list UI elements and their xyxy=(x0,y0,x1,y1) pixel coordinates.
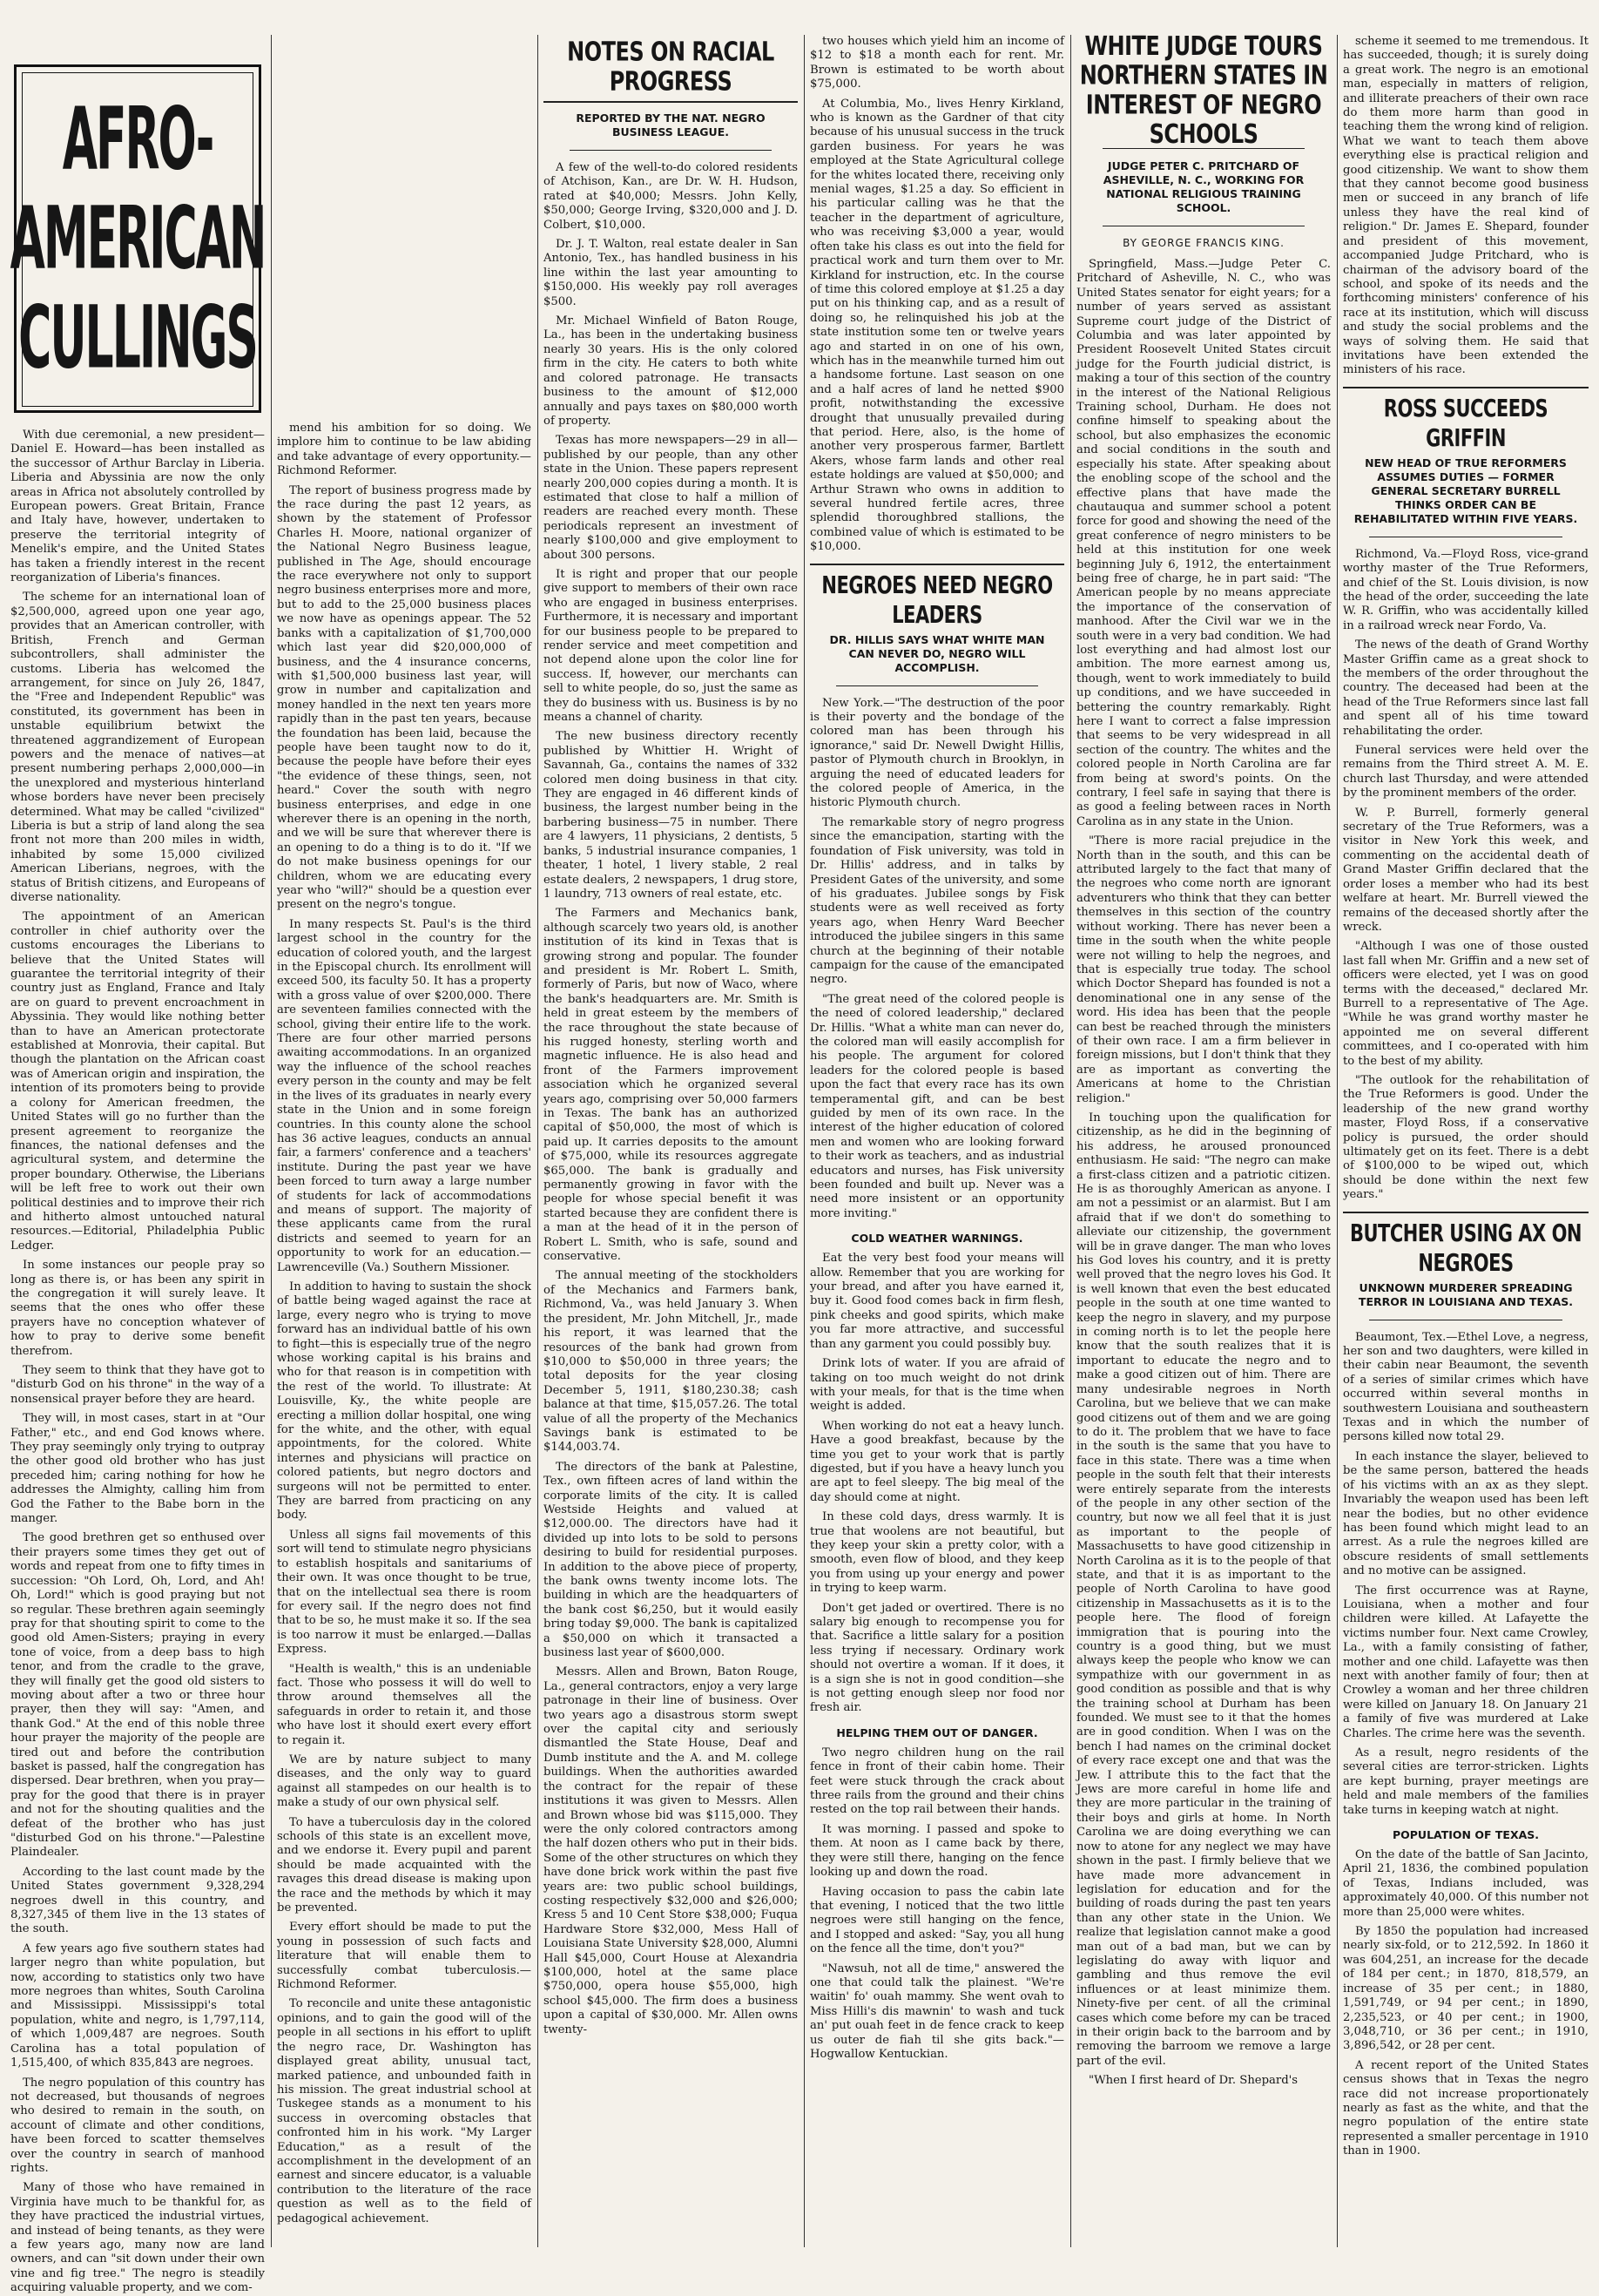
article-paragraph: Two negro children hung on the rail fence in front of their cabin home. Their feet were stuck through the crack about three rails from the ground and their chins rested on the top rail between their hands. xyxy=(810,1746,1064,1817)
article-paragraph: "Health is wealth," this is an undeniable fact. Those who possess it will do well to throw around themselves all the safeguards in order to retain it, and those who have lost it should exert every effort to regain it. xyxy=(277,1662,531,1747)
column-4-top xyxy=(810,35,1064,555)
article-paragraph: Eat the very best food your means will allow. Remember that you are working for your bread, and after you have earned it, buy it. Good food comes back in firm flesh, pink cheeks and good spirits, which make you far more attractive, and successful than any garment you could possibly buy. xyxy=(810,1252,1064,1351)
article-paragraph: The negro population of this country has not decreased, but thousands of negroes who desired to remain in the south, on account of climate and other conditions, have been forced to scatter themselves over the country in search of manhood rights. xyxy=(10,2076,265,2175)
article-paragraph: The annual meeting of the stockholders of the Mechanics and Farmers bank, Richmond, Va., was held January 3. When the president, Mr. John Mitchell, Jr., made his report, it was learned that the resources of the bank had grown from $10,000 to $50,000 in three years; the total deposits for the year closing December 5, 1911, $180,230.38; cash balance at that time, $15,057.26. The total value of all the property of the Mechanics Savings bank is estimated to be $144,003.74. xyxy=(543,1269,798,1455)
headline-white-judge: WHITE JUDGE TOURS NORTHERN STATES IN INTEREST OF NEGRO SCHOOLS xyxy=(1079,30,1328,150)
article-paragraph: The good brethren get so enthused over their prayers some times they get out of words and repeat from one to fifty times in succession: "Oh Lord, Oh, Lord, and Ah! Oh, Lord!" which is good praying but not so regular. These brethren again seemingly pray for that shouting spirit to come to the good old Amen-Sisters; praying in every tone of voice, from a deep bass to high tenor, and from the cradle to the grave, they will finally get the good old sisters to moving about after a two or three hour prayer, then they will say: "Amen, and thank God." At the end of this noble three hour prayer the majority of the people are tired out and before the contribution basket is passed, half the congregation has dispersed. Dear brethren, when you pray—pray for the good that there is in prayer and not for the shouting qualities and the defeat of the brother who has just "disturbed God on his throne."—Palestine Plaindealer. xyxy=(10,1531,265,1860)
article-paragraph: It was morning. I passed and spoke to them. At noon as I came back by there, they were still there, hanging on the fence looking up and down the road. xyxy=(810,1822,1064,1880)
column-1 xyxy=(10,35,266,2295)
masthead-box xyxy=(10,64,266,413)
article-paragraph: A few years ago five southern states had larger negro than white population, but now, according to statistics only two have more negroes than whites, South Carolina and Mississippi. Mississippi's total population, white and negro, is 1,797,114, of which 1,009,487 are negroes. South Carolina has a total population of 1,515,400, of which 835,843 are negroes. xyxy=(10,1941,265,2070)
article-paragraph: In addition to having to sustain the shock of battle being waged against the race at large, every negro who is trying to move forward has an individual battle of his own to fight—this is especially true of the negro whose working capital is his brains and who for that reason is in competition with the rest of the world. To illustrate: At Louisville, Ky., the white people are erecting a million dollar hospital, one wing for the white, and the other, with equal appointments, for the colored. White internes and physicians will practice on colored patients, but negro doctors and surgeons will not be permitted to enter. They are barred from practicing on any body. xyxy=(277,1280,531,1523)
article-paragraph: Unless all signs fail movements of this sort will tend to stimulate negro physicians to establish hospitals and sanitariums of their own. It was once thought to be true, that on the intellectual sea there is room for every sail. If the negro does not find that to be so, he must make it so. If the sea is too narrow it must be enlarged.—Dallas Express. xyxy=(277,1528,531,1657)
subhead-cold-weather: COLD WEATHER WARNINGS. xyxy=(851,1232,1023,1246)
article-paragraph: The news of the death of Grand Worthy Master Griffin came as a great shock to the members of the order throughout the country. The deceased had been at the head of the True Reformers since last fall and spent all of his time toward rehabilitating the order. xyxy=(1343,638,1589,738)
article-paragraph: Mr. Michael Winfield of Baton Rouge, La., has been in the undertaking business nearly 30 years. His is the only colored firm in the city. He caters to both white and colored patronage. He transacts business to the amount of $12,000 annually and pays taxes on $80,000 worth of property. xyxy=(543,314,798,428)
column-3 xyxy=(543,35,798,2247)
column-3-body xyxy=(543,161,798,2037)
column-rule xyxy=(1337,35,1338,2247)
deck-negro-leaders: DR. HILLIS SAYS WHAT WHITE MAN CAN NEVER DO, NEGRO WILL ACCOMPLISH. xyxy=(829,632,1045,674)
article-paragraph: According to the last count made by the United States government 9,328,294 negroes dwell in this country, and 8,327,345 of them live in the 13 states of the south. xyxy=(10,1865,265,1936)
article-paragraph: To reconcile and unite these antagonistic opinions, and to gain the good will of the people in all sections in his effort to uplift the negro race, Dr. Washington has displayed great ability, unusual tact, marked patience, and unbounded faith in his mission. The great industrial school at Tuskegee stands as a monument to his success in overcoming obstacles that confronted him in his work. "My Larger Education," as a result of the accomplishment in the development of an earnest and sincere educator, is a valuable contribution to the literature of the race question as well as to the field of pedagogical achievement. xyxy=(277,1997,531,2225)
article-paragraph: They will, in most cases, start in at "Our Father," etc., and end God knows where. They pray seemingly only trying to outpray the other good old brother who has just preceded him; caring nothing for how he addresses the Almighty, calling him from God the Father to the Babe born in the manger. xyxy=(10,1412,265,1526)
article-paragraph: The appointment of an American controller in chief authority over the customs encourages the Liberians to believe that the United States will guarantee the territorial integrity of their country just as England, France and Italy are on guard to prevent encroachment in Abyssinia. They would like nothing better than to have an American protectorate established at Monrovia, their capital. But though the plantation on the African coast was of American origin and inspiration, the intention of its promoters being to provide a colony for American freedmen, the United States will go no further than the present agreement to reorganize the finances, the national defenses and the agricultural system, and determine the proper boundary. Otherwise, the Liberians will be left free to work out their own political destinies and to improve their rich and hitherto almost untouched natural resources.—Editorial, Philadelphia Public Ledger. xyxy=(10,910,265,1253)
subhead-helping-them: HELPING THEM OUT OF DANGER. xyxy=(836,1725,1038,1739)
article-paragraph: scheme it seemed to me tremendous. It has succeeded, though; it is surely doing a great work. The negro is an emotional man, especially in matters of religion, and illiterate preachers of their own race do them more harm than good in teaching them the wrong kind of religion. What we want to teach them above everything else is practical religion and good citizenship. We want to show them that they cannot become good business men or succeed in any branch of life unless they have the real kind of religion." Dr. James E. Shepard, founder and president of this movement, accompanied Judge Pritchard, who is chairman of the advisory board of the school, and spoke of its needs and the forthcoming ministers' conference of his race at its institution, which will discuss and study the social problems and the ways of solving them. He said that invitations have been extended the ministers of his race. xyxy=(1343,35,1589,377)
article-paragraph: In many respects St. Paul's is the third largest school in the country for the education of colored youth, and the largest in the Episcopal church. Its enrollment will exceed 500, its faculty 50. It has a property with a gross value of over $200,000. There are seventeen families connected with the school, giving their entire life to the work. There are four other married persons awaiting accommodations. In an organized way the influence of the school reaches every person in the county and may be felt in the lives of its graduates in nearly every state in the Union and in some foreign countries. In this county alone the school has 36 active leagues, conducts an annual fair, a farmers' conference and a teachers' institute. During the past year we have been forced to turn away a large number of students for lack of accommodations and means of support. The majority of these applicants came from the rural districts and seemed to yearn for an opportunity to work for an education.—Lawrenceville (Va.) Southern Missioner. xyxy=(277,917,531,1274)
article-paragraph: "Although I was one of those ousted last fall when Mr. Griffin and a new set of officers were elected, yet I was on good terms with the deceased," declared Mr. Burrell to a representative of The Age. "While he was grand worthy master he appointed me on several different committees, and I co-operated with him to the best of my ability. xyxy=(1343,940,1589,1068)
headline-racial-progress: NOTES ON RACIAL PROGRESS xyxy=(567,37,774,97)
article-paragraph: Springfield, Mass.—Judge Peter C. Pritchard of Asheville, N. C., who was United States senator for eight years; for a number of years served as assistant Supreme court judge of the District of Columbia and was later appointed by President Roosevelt United States circuit judge for the Fourth judicial district, is making a tour of this section of the country in the interest of the National Religious Training school, Durham. He does not confine himself to speaking about the school, but also emphasizes the economic and social conditions in the south and especially his state. After speaking about the enobling scope of the school and the effective plans that have made the chautauqua and summer school a potent force for good and showing the need of the great conference of negro ministers to be held at this institution for one week beginning July 6, 1912, the entertainment being free of charge, he in part said: "The American people by no means appreciate the importance of the conservation of manhood. After the Civil war we in the south were in a very bad condition. We had lost everything and had almost lost our ambition. The more earnest among us, though, went to work immediately to build up conditions, and we have succeeded in bettering the country remarkably. Right here I want to correct a false impression that seems to be very widespread in all section of the country. The whites and the colored people in North Carolina are far from being at sword's points. On the contrary, I feel safe in saying that there is as good a feeling between races in North Carolina as in any state in the Union. xyxy=(1076,258,1331,828)
article-paragraph: In these cold days, dress warmly. It is true that woolens are not beautiful, but they keep your skin a pretty color, with a smooth, even flow of blood, and they keep you from using up your energy and power in trying to keep warm. xyxy=(810,1510,1064,1596)
article-paragraph: "The great need of the colored people is the need of colored leadership," declared Dr. Hillis. "What a white man can never do, the colored man will easily accomplish for his people. The argument for colored leaders for the colored people is based upon the fact that every race has its own temperamental gift, and can be best guided by men of its own race. In the interest of the higher education of colored men and women who are looking forward to their work as teachers, and as industrial educators and nurses, has Fisk university been founded and built up. Never was a need more insistent or an opportunity more inviting." xyxy=(810,992,1064,1220)
byline: BY GEORGE FRANCIS KING. xyxy=(1123,237,1285,249)
article-paragraph: Drink lots of water. If you are afraid of taking on too much weight do not drink with your meals, for that is the time when weight is added. xyxy=(810,1357,1064,1414)
article-paragraph: "When I first heard of Dr. Shepard's xyxy=(1089,2074,1299,2088)
article-paragraph: "Nawsuh, not all de time," answered the one that could talk the plainest. "We're waitin' fo' ouah mammy. She went ovah to Miss Hilli's dis mawnin' to wash and tuck an' put ouah feet in de fence crack to keep us outer de fiah til she gits back."—Hogwallow Kentuckian. xyxy=(810,1962,1064,2061)
column-6-body-2 xyxy=(1343,1331,1589,1818)
column-rule xyxy=(271,35,272,2247)
column-2 xyxy=(277,35,531,2247)
column-4-body-3 xyxy=(810,1746,1064,2063)
subhead-population-texas: POPULATION OF TEXAS. xyxy=(1392,1828,1540,1842)
deck-butcher-ax: UNKNOWN MURDERER SPREADING TERROR IN LOUISIANA AND TEXAS. xyxy=(1358,1280,1574,1308)
article-paragraph: The directors of the bank at Palestine, Tex., own fifteen acres of land within the corporate limits of the city. It is called Westside Heights and valued at $12,000.00. The directors have had it divided up into lots to be sold to persons desiring to build for residential purposes. In addition to the above piece of property, the bank owns twenty income lots. The building in which are the headquarters of the bank cost $6,250, but it would easily bring today $9,000. The bank is capitalized a $50,000 on which it transacted a business last year of $600,000. xyxy=(543,1460,798,1660)
column-6-body xyxy=(1343,548,1589,1203)
article-paragraph: Richmond, Va.—Floyd Ross, vice-grand worthy master of the True Reformers, and chief of the St. Louis division, is now the head of the order, succeeding the late W. R. Griffin, who was accidentally killed in a railroad wreck near Fordo, Va. xyxy=(1343,547,1589,632)
article-paragraph: New York.—"The destruction of the poor is their poverty and the bondage of the colored man has been through his ignorance," said Dr. Newell Dwight Hillis, pastor of Plymouth church in Brooklyn, in arguing the need of educated leaders for the colored people of America, in the historic Plymouth church. xyxy=(810,696,1064,810)
article-paragraph: Texas has more newspapers—29 in all—published by our people, than any other state in the Union. These papers represent nearly 200,000 copies during a month. It is estimated that close to half a million of readers are reached every month. These periodicals represent an investment of nearly $100,000 and give employment to about 300 persons. xyxy=(543,434,798,562)
article-paragraph: The new business directory recently published by Whittier H. Wright of Savannah, Ga., contains the names of 332 colored men doing business in that city. They are engaged in 46 different kinds of business, the largest number being in the barbering business—75 in number. There are 4 lawyers, 11 physicians, 2 dentists, 5 banks, 5 industrial insurance companies, 1 theater, 1 hotel, 1 livery stable, 2 real estate dealers, 2 newspapers, 1 drug store, 1 laundry, 713 owners of real estate, etc. xyxy=(543,730,798,901)
article-paragraph: At Columbia, Mo., lives Henry Kirkland, who is known as the Gardner of that city because of his unusual success in the truck garden business. For years he was employed at the State Agricultural college for the whites located there, receiving only menial wages, $1.25 a day. So efficient in his particular calling was he that the teacher in the department of agriculture, who was receiving $3,000 a year, would often take his class es out into the field for practical work and turn them over to Mr. Kirkland for instruction, etc. In the course of time this colored employe at $1.25 a day put on his thinking cap, and as a result of doing so, he relinquished his job at the state institution some ten or twelve years ago and started in on one of his own, which has in the meanwhile turned him out a handsome fortune. Last season on one and a half acres of land he netted $900 profit, notwithstanding the excessive drought that unusually prevailed during that period. Here, also, is the home of another very prosperous farmer, Bartlett Akers, whose farm lands and other real estate holdings are valued at $50,000; and Arthur Strawn who owns in addition to several hundred fertile acres, three splendid thoroughbred stallions, the combined value of which is estimated to be $10,000. xyxy=(810,97,1064,554)
article-paragraph: By 1850 the population had increased nearly six-fold, or to 212,592. In 1860 it was 604,251, an increase for the decade of 184 per cent.; in 1870, 818,579, an increase of 35 per cent.; in 1880, 1,591,749, or 94 per cent.; in 1890, 2,235,523, or 40 per cent.; in 1900, 3,048,710, or 36 per cent.; in 1910, 3,896,542, or 28 per cent. xyxy=(1343,1925,1589,2053)
article-paragraph: mend his ambition for so doing. We implore him to continue to be law abiding and take advantage of every opportunity.—Richmond Reformer. xyxy=(277,422,531,478)
column-5 xyxy=(1076,30,1331,2247)
column-4-body xyxy=(810,697,1064,1222)
article-paragraph: The report of business progress made by the race during the past 12 years, as shown by the statement of Professor Charles H. Moore, national organizer of the National Negro Business league, published in The Age, should encourage the race everywhere not only to support negro business enterprises more and more, but to add to the 25,000 business places we now have as openings appear. The 52 banks with a capitalization of $1,700,000 which last year did $20,000,000 of business, and the 4 insurance concerns, with $1,500,000 business last year, will grow in number and capitalization and money handled in the next ten years more rapidly than in the past ten years, because the foundation has been laid, because the people have been taught now to do it, because the people have before their eyes "the evidence of these things, seen, not heard." Cover the south with negro business enterprises, and edge in one wherever there is an opening in the north, and we will be sure that wherever there is an opening to do a thing is to do it. "If we do not make business openings for our children, whom we are educating every year who "will?" should be a question ever present on the negro's tongue. xyxy=(277,483,531,912)
article-paragraph: On the date of the battle of San Jacinto, April 21, 1836, the combined population of Texas, Indians included, was approximately 40,000. Of this number not more than 25,000 were whites. xyxy=(1343,1848,1589,1919)
column-rule xyxy=(804,35,805,2247)
column-6-top xyxy=(1343,35,1589,378)
article-paragraph: A recent report of the United States census shows that in Texas the negro race did not increase proportionately nearly as fast as the white, and that the negro population of the entire state represented a smaller percentage in 1910 than in 1900. xyxy=(1343,2058,1589,2158)
article-paragraph: W. P. Burrell, formerly general secretary of the True Reformers, was a visitor in New York this week, and commenting on the accidental death of Grand Master Griffin declared that the order loses a member who had its best welfare at heart. Mr. Burrell viewed the remains of the deceased shortly after the wreck. xyxy=(1343,806,1589,934)
article-paragraph: The scheme for an international loan of $2,500,000, agreed upon one year ago, provides that an American controller, with British, French and German subcontrollers, shall administer the customs. Liberia has welcomed the arrangement, for since on July 26, 1847, the "Free and Independent Republic" was constituted, its government has been in unstable equilibrium betwixt the threatened aggrandizement of European powers and the menace of natives—at present numbering perhaps 2,000,000—in the unexplored and mysterious hinterland whose borders have never been precisely determined. What may be called "civilized" Liberia is but a strip of land along the sea front not more than 200 miles in width, inhabited by some 15,000 civilized American Liberians, negroes, with the status of British citizens, and Europeans of diverse nationality. xyxy=(10,591,265,904)
article-paragraph: two houses which yield him an income of $12 to $18 a month each for rent. Mr. Brown is estimated to be worth about $75,000. xyxy=(810,35,1064,91)
article-paragraph: It is right and proper that our people give support to members of their own race who are engaged in business enterprises. Furthermore, it is necessary and important for our business people to be prepared to render service and meet competition and not depend alone upon the color line for success. If, however, our merchants can sell to white people, do so, just the same as they do business with us. Business is by no means a channel of charity. xyxy=(543,567,798,725)
article-paragraph: With due ceremonial, a new president—Daniel E. Howard—has been installed as the successor of Arthur Barclay in Liberia. Liberia and Abyssinia are now the only areas in Africa not absolutely controlled by European powers. Great Britain, France and Italy have, however, undertaken to preserve the territorial integrity of Menelik's empire, and the United States has taken a friendly interest in the recent reorganization of Liberia's finances. xyxy=(10,429,265,585)
headline-butcher-ax: BUTCHER USING AX ON NEGROES xyxy=(1350,1219,1582,1277)
article-paragraph: "The outlook for the rehabilitation of the True Reformers is good. Under the leadership of the new grand worthy master, Floyd Ross, if a conservative policy is pursued, the order should ultimately get on its feet. There is a debt of $100,000 to be wiped out, which should be done within the next few years." xyxy=(1343,1073,1589,1202)
article-paragraph: They seem to think that they have got to "disturb God on his throne" in the way of a nonsensical prayer before they are heard. xyxy=(10,1364,265,1406)
article-paragraph: We are by nature subject to many diseases, and the only way to guard against all stampedes on our health is to make a study of our own physical self. xyxy=(277,1752,531,1810)
article-paragraph: When working do not eat a heavy lunch. Have a good breakfast, because by the time you get to your work that is partly digested, but if you have a heavy lunch you are apt to feel sleepy. The big meal of the day should come at night. xyxy=(810,1419,1064,1504)
column-4-body-2 xyxy=(810,1252,1064,1716)
column-2-body xyxy=(277,422,531,2226)
column-6 xyxy=(1343,35,1589,2247)
article-paragraph: Dr. J. T. Walton, real estate dealer in San Antonio, Tex., has handled business in his line within the last year amounting to $150,000. His weekly pay roll averages $500. xyxy=(543,238,798,308)
column-rule xyxy=(1070,35,1071,2247)
article-paragraph: The first occurrence was at Rayne, Louisiana, when a mother and four children were killed. At Lafayette the victims number four. Next came Crowley, La., with a family consisting of father, mother and one child. Lafayette was then next with another family of four; then at Crowley a woman and her three children were killed on January 18. On January 21 a family of five was murdered at Lake Charles. The crime here was the seventh. xyxy=(1343,1584,1589,1740)
column-5-body xyxy=(1076,258,1331,2089)
article-paragraph: The Farmers and Mechanics bank, although scarcely two years old, is another institution of its kind in Texas that is growing strong and popular. The founder and president is Mr. Robert L. Smith, formerly of Paris, but now of Waco, where the bank's headquarters are. Mr. Smith is held in great esteem by the members of the race throughout the state because of his rugged honesty, sterling worth and magnetic influence. He is also head and front of the Farmers improvement association which he organized several years ago, comprising over 50,000 farmers in Texas. The bank has an authorized capital of $50,000, the most of which is paid up. It carries deposits to the amount of $75,000, while its resources aggregate $65,000. The bank is gradually and permanently growing in favor with the people for whose special benefit it was started because they are confident there is a man at the head of it in the person of Robert L. Smith, who is safe, sound and conservative. xyxy=(543,907,798,1264)
article-paragraph: Every effort should be made to put the young in possession of such facts and literature that will enable them to successfully combat tuberculosis.—Richmond Reformer. xyxy=(277,1921,531,1992)
headline-negro-leaders: NEGROES NEED NEGRO LEADERS xyxy=(821,571,1053,629)
masthead-title: AFRO-AMERICAN CULLINGS xyxy=(10,91,266,388)
deck-white-judge: JUDGE PETER C. PRITCHARD OF ASHEVILLE, N. C., WORKING FOR NATIONAL RELIGIOUS TRAINING SCHOOL. xyxy=(1103,159,1305,214)
article-paragraph: Messrs. Allen and Brown, Baton Rouge, La., general contractors, enjoy a very large patronage in their line of business. Over two years ago a disastrous storm swept over the capital city and seriously dismantled the State House, Deaf and Dumb institute and the A. and M. college buildings. When the authorities awarded the contract for the repair of these institutions it was given to Messrs. Allen and Brown whose bid was $115,000. They were the only colored contractors among the half dozen others who put in their bids. Some of the other structures on which they have done brick work within the past five years are: two public school buildings, costing respectively $32,000 and $26,000; Kress 5 and 10 Cent Store $38,000; Fuqua Hardware Store $32,000, Mess Hall of Louisiana State University $28,000, Alumni Hall $45,000, Court House at Alexandria $100,000, hotel at the same place $750,000, opera house $55,000, high school $45,000. The firm does a business upon a capital of $30,000. Mr. Allen owns twenty- xyxy=(543,1665,798,2036)
article-paragraph: In each instance the slayer, believed to be the same person, battered the heads of his victims with an ax as they slept. Invariably the weapon used has been left near the bodies, but no other evidence has been found which might lead to an arrest. As a rule the negroes killed are obscure residents of small settlements and no motive can be assigned. xyxy=(1343,1449,1589,1578)
article-paragraph: Beaumont, Tex.—Ethel Love, a negress, her son and two daughters, were killed in their cabin near Beaumont, the seventh of a series of similar crimes which have occurred within several months in southwestern Louisiana and southeastern Texas and in which the number of persons killed now total 29. xyxy=(1343,1330,1589,1444)
column-6-body-3 xyxy=(1343,1848,1589,2159)
article-paragraph: The remarkable story of negro progress since the emancipation, starting with the foundation of Fisk university, was told in Dr. Hillis' address, and in talks by President Gates of the university, and some of his graduates. Jubilee songs by Fisk students were as well received as forty years ago, when Henry Ward Beecher introduced the jubilee singers in this same church at the beginning of their notable campaign for the cause of the emancipated negro. xyxy=(810,815,1064,987)
article-paragraph: To have a tuberculosis day in the colored schools of this state is an excellent move, and we endorse it. Every pupil and parent should be made acquainted with the ravages this dread disease is making upon the race and the methods by which it may be prevented. xyxy=(277,1815,531,1915)
deck-ross-griffin: NEW HEAD OF TRUE REFORMERS ASSUMES DUTIES — FORMER GENERAL SECRETARY BURRELL THINKS ORDER CAN BE REHABILITATED WITHIN FIVE YEARS. xyxy=(1353,456,1578,525)
column-4 xyxy=(810,35,1064,2247)
headline-ross-griffin: ROSS SUCCEEDS GRIFFIN xyxy=(1383,395,1548,452)
column-rule xyxy=(537,35,538,2247)
article-paragraph: "There is more racial prejudice in the North than in the south, and this can be attributed largely to the fact that many of the negroes who come north are ignorant adventurers who think that they can better themselves in this section of the country without working. There has never been a time in the south when the white people were not willing to help the negroes, and that is especially true today. The school which Doctor Shepard has founded is not a denominational one in any sense of the word. His idea has been that the people can best be reached through the ministers of their own race. I am a firm believer in foreign missions, but I don't think that they are as important as converting the Americans at home to the Christian religion." xyxy=(1076,834,1331,1105)
article-paragraph: Having occasion to pass the cabin late that evening, I noticed that the two little negroes were still hanging on the fence, and I stopped and asked: "Say, you all hung on the fence all the time, don't you?" xyxy=(810,1885,1064,1956)
article-paragraph: A few of the well-to-do colored residents of Atchison, Kan., are Dr. W. H. Hudson, rated at $40,000; Messrs. John Kelly, $50,000; George Irving, $320,000 and J. D. Colbert, $10,000. xyxy=(543,161,798,232)
deck-racial-progress: REPORTED BY THE NAT. NEGRO BUSINESS LEAGUE. xyxy=(576,111,766,138)
article-paragraph: Many of those who have remained in Virginia have much to be thankful for, as they have practiced the industrial virtues, and instead of being tenants, as they were a few years ago, many now are land owners, and can "sit down under their own vine and fig tree." The negro is steadily acquiring valuable property, and we com- xyxy=(10,2181,265,2295)
article-paragraph: Funeral services were held over the remains from the Third street A. M. E. church last Thursday, and were attended by the prominent members of the order. xyxy=(1343,744,1589,800)
article-paragraph: In touching upon the qualification for citizenship, as he did in the beginning of his address, he aroused pronounced enthusiasm. He said: "The negro can make a first-class citizen and a patriotic citizen. He is as thoroughly American as anyone. I am not a pessimist or an alarmist. But I am afraid that if we don't do something to alleviate our citizenship, the government will be in grave danger. The man who loves his God loves his country, and it is pretty well proved that the negro loves his God. It is well known that even the best educated people in the south at one time wanted to keep the negro in slavery, and my purpose in coming north is to let the people here know that the south realizes that it is important to educate the negro and to make a good citizen out of him. There are many undesirable negroes in North Carolina, but we believe that we can make good citizens out of them and we are going to do it. The problem that we have to face in the south is the same that you have to face in this state. There was a time when people in the south felt that their interests were entirely separate from the interests of the people in any other section of the country, but now we all feel that it is just as important to the people of Massachusetts to have good citizenship in North Carolina as it is to the people of that state, and that it is as important to the people of North Carolina to have good citizenship in Massachusetts as it is to the people here. The flood of foreign immigration that is pouring into the country is a good thing, but we must always keep the people who know we can sympathize with our government in as good condition as possible and that is why the training school at Durham has been founded. We must see to it that the homes are in good condition. When I was on the bench I had names on the criminal docket of every race except one and that was the Jew. I attribute this to the fact that the Jews are more careful in home life and they are more particular in the training of their boys and girls at home. In North Carolina we are doing everything we can now to atone for any neglect we may have shown in the past. I firmly believe that we have made more advancement in legislation for education and for the building of roads during the past ten years than any other state in the Union. We realize that legislation cannot make a good man out of a bad man, but we can by legislating do away with liquor and gambling and thus remove the evil influences or at least minimize them. Ninety-five per cent. of all the criminal cases which come before my can be traced in their origin back to the barroom and by removing the barroom we remove a large part of the evil. xyxy=(1076,1111,1331,2068)
article-paragraph: As a result, negro residents of the several cities are terror-stricken. Lights are kept burning, prayer meetings are held and male members of the families take turns in keeping watch at night. xyxy=(1343,1746,1589,1817)
article-paragraph: Don't get jaded or overtired. There is no salary big enough to recompense you for that. Sacrifice a little salary for a position less trying if necessary. Ordinary work should not overtire a woman. If it does, it is a sign she is not in good condition—she is not getting enough sleep nor food nor fresh air. xyxy=(810,1601,1064,1715)
column-1-body xyxy=(10,429,265,2296)
article-paragraph: In some instances our people pray so long as there is, or has been any spirit in the congregation it will surely leave. It seems that the ones who offer these prayers have no conception whatever of how to pray to derive some benefit therefrom. xyxy=(10,1259,265,1358)
